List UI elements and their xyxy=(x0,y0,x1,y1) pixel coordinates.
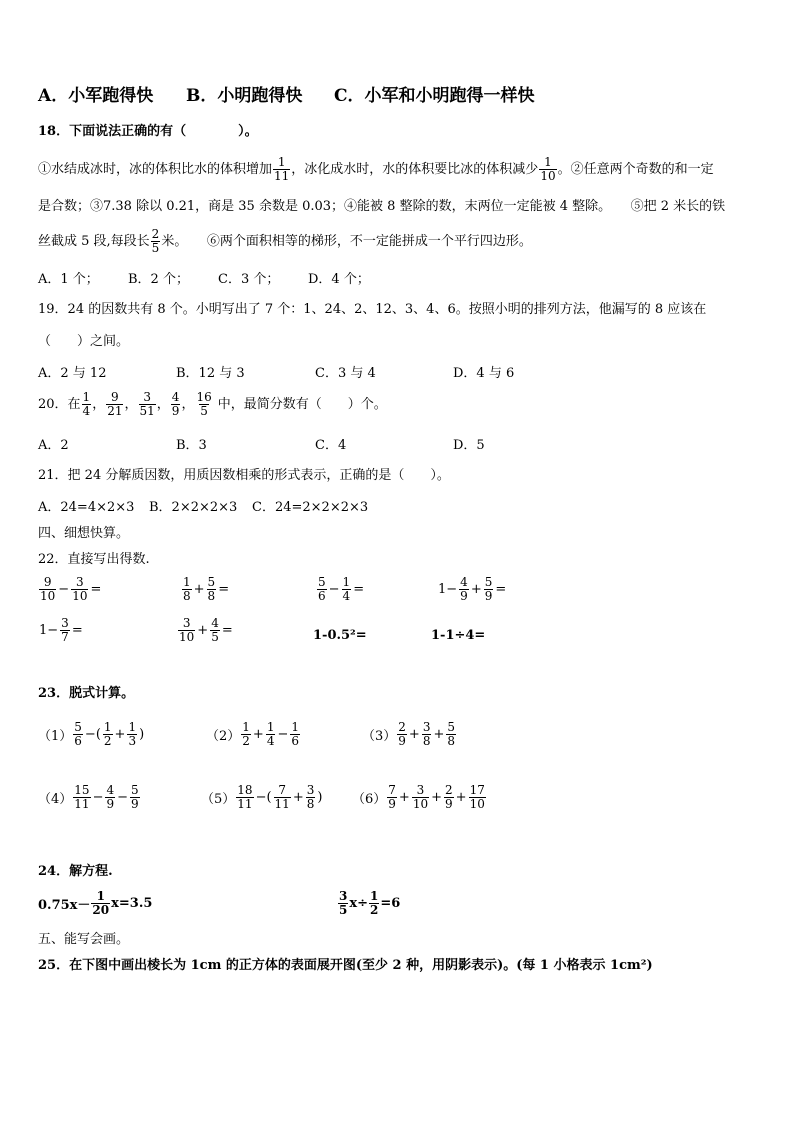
q22-problem-1: 9 10 − $\frac{3}{10}$ = xyxy=(40,575,102,603)
q23-problem-2: （2） 1 2 + $\frac{1}{4}$ − $\frac{1}{6}$ xyxy=(206,720,300,748)
section-4-heading: 四、细想快算。 xyxy=(38,526,130,541)
q22-problem-4: 1− $\frac{4}{9}$ + $\frac{5}{9}$ = xyxy=(438,575,507,603)
q19-line-1: 19．24 的因数共有 8 个。小明写出了 7 个：1、24、2、12、3、4、6。按照小明的排列方法，他漏写的 8 应该在 xyxy=(38,302,707,317)
q23-problem-4: （4） 15 11 − $\frac{4}{9}$ − $\frac{5}{9}$ xyxy=(38,783,139,811)
fraction: 3 51 xyxy=(139,390,155,418)
q20-question: 20．在 1 4 ， 9 21 ， 3 51 ， 4 9 ， 16 5 中，最简分数有（ ）个。 xyxy=(38,390,387,418)
q19-option-c: C．3 与 4 xyxy=(315,366,376,381)
q18-option-b: B．2 个； xyxy=(128,272,189,287)
section-5-heading: 五、能写会画。 xyxy=(38,932,130,947)
option-a: A．小军跑得快 xyxy=(38,86,154,106)
q18-option-a: A．1 个； xyxy=(38,272,99,287)
fraction: 1 11 xyxy=(274,155,290,183)
fraction: 1 4 xyxy=(82,390,91,418)
q22-problem-7: 1-0.5²= xyxy=(313,628,367,643)
fraction: 1 10 xyxy=(540,155,556,183)
fraction: 2 5 xyxy=(151,227,160,255)
q24-equation-2: 3 5 x÷ $\frac{1}{2}$ =6 xyxy=(339,889,401,917)
q25-question: 25．在下图中画出棱长为 1cm 的正方体的表面展开图(至少 2 种，用阴影表示)。(每 1 小格表示 1cm²) xyxy=(38,958,653,973)
q18-statement-2: 是合数；③7.38 除以 0.21，商是 35 余数是 0.03；④能被 8 整除的数，末两位一定能被 4 整除。 ⑤把 2 米长的铁 xyxy=(38,199,726,214)
q21-title: 21．把 24 分解质因数，用质因数相乘的形式表示，正确的是（ ）。 xyxy=(38,468,450,483)
q18-statement-3: 丝截成 5 段,每段长 2 5 米。 ⑥两个面积相等的梯形，不一定能拼成一个平行四边形。 xyxy=(38,227,532,255)
q22-problem-5: 1− $\frac{3}{7}$ = xyxy=(39,616,83,644)
option-b: B．小明跑得快 xyxy=(186,86,303,106)
fraction: 9 21 xyxy=(107,390,123,418)
q18-option-d: D．4 个； xyxy=(308,272,370,287)
q19-line-2: （ ）之间。 xyxy=(38,334,130,349)
q23-problem-6: （6） 7 9 + $\frac{3}{10}$ + $\frac{2}{9}$ + $\frac{17}{10}$ xyxy=(352,783,485,811)
q22-problem-2: 1 8 + $\frac{5}{8}$ = xyxy=(183,575,230,603)
q18-option-c: C．3 个； xyxy=(218,272,280,287)
q20-option-a: A．2 xyxy=(38,438,69,453)
q23-problem-5: （5） 18 11 −( 7 11 + $\frac{3}{8}$ ) xyxy=(201,783,323,811)
q21-option-a: A．24=4×2×3 xyxy=(38,500,135,515)
q20-option-b: B．3 xyxy=(176,438,207,453)
q19-option-d: D．4 与 6 xyxy=(453,366,515,381)
fraction: 16 5 xyxy=(196,390,212,418)
q18-title: 18．下面说法正确的有（ ）。 xyxy=(38,124,258,139)
q23-title: 23．脱式计算。 xyxy=(38,686,135,701)
q19-option-b: B．12 与 3 xyxy=(176,366,245,381)
option-c: C．小军和小明跑得一样快 xyxy=(334,86,535,106)
q19-option-a: A．2 与 12 xyxy=(38,366,107,381)
q22-problem-6: 3 10 + $\frac{4}{5}$ = xyxy=(179,616,233,644)
q23-problem-1: （1） 5 6 −( 1 2 + $\frac{1}{3}$ ) xyxy=(38,720,145,748)
q22-title: 22．直接写出得数. xyxy=(38,552,150,567)
q20-option-c: C．4 xyxy=(315,438,347,453)
q23-problem-3: （3） 2 9 + $\frac{3}{8}$ + $\frac{5}{8}$ xyxy=(362,720,456,748)
q24-equation-1: 0.75x－ 1 20 x=3.5 xyxy=(38,889,153,917)
q20-option-d: D．5 xyxy=(453,438,485,453)
q18-statement-1: ①水结成冰时，冰的体积比水的体积增加 1 11 ，冰化成水时，水的体积要比冰的体积减少 1 10 。②任意两个奇数的和一定 xyxy=(38,155,714,183)
q24-title: 24．解方程. xyxy=(38,864,113,879)
q22-problem-3: 5 6 − $\frac{1}{4}$ = xyxy=(318,575,365,603)
q21-option-b: B．2×2×2×3 xyxy=(149,500,238,515)
q21-option-c: C．24=2×2×2×3 xyxy=(252,500,369,515)
q22-problem-8: 1-1÷4= xyxy=(431,628,486,643)
fraction: 4 9 xyxy=(171,390,180,418)
